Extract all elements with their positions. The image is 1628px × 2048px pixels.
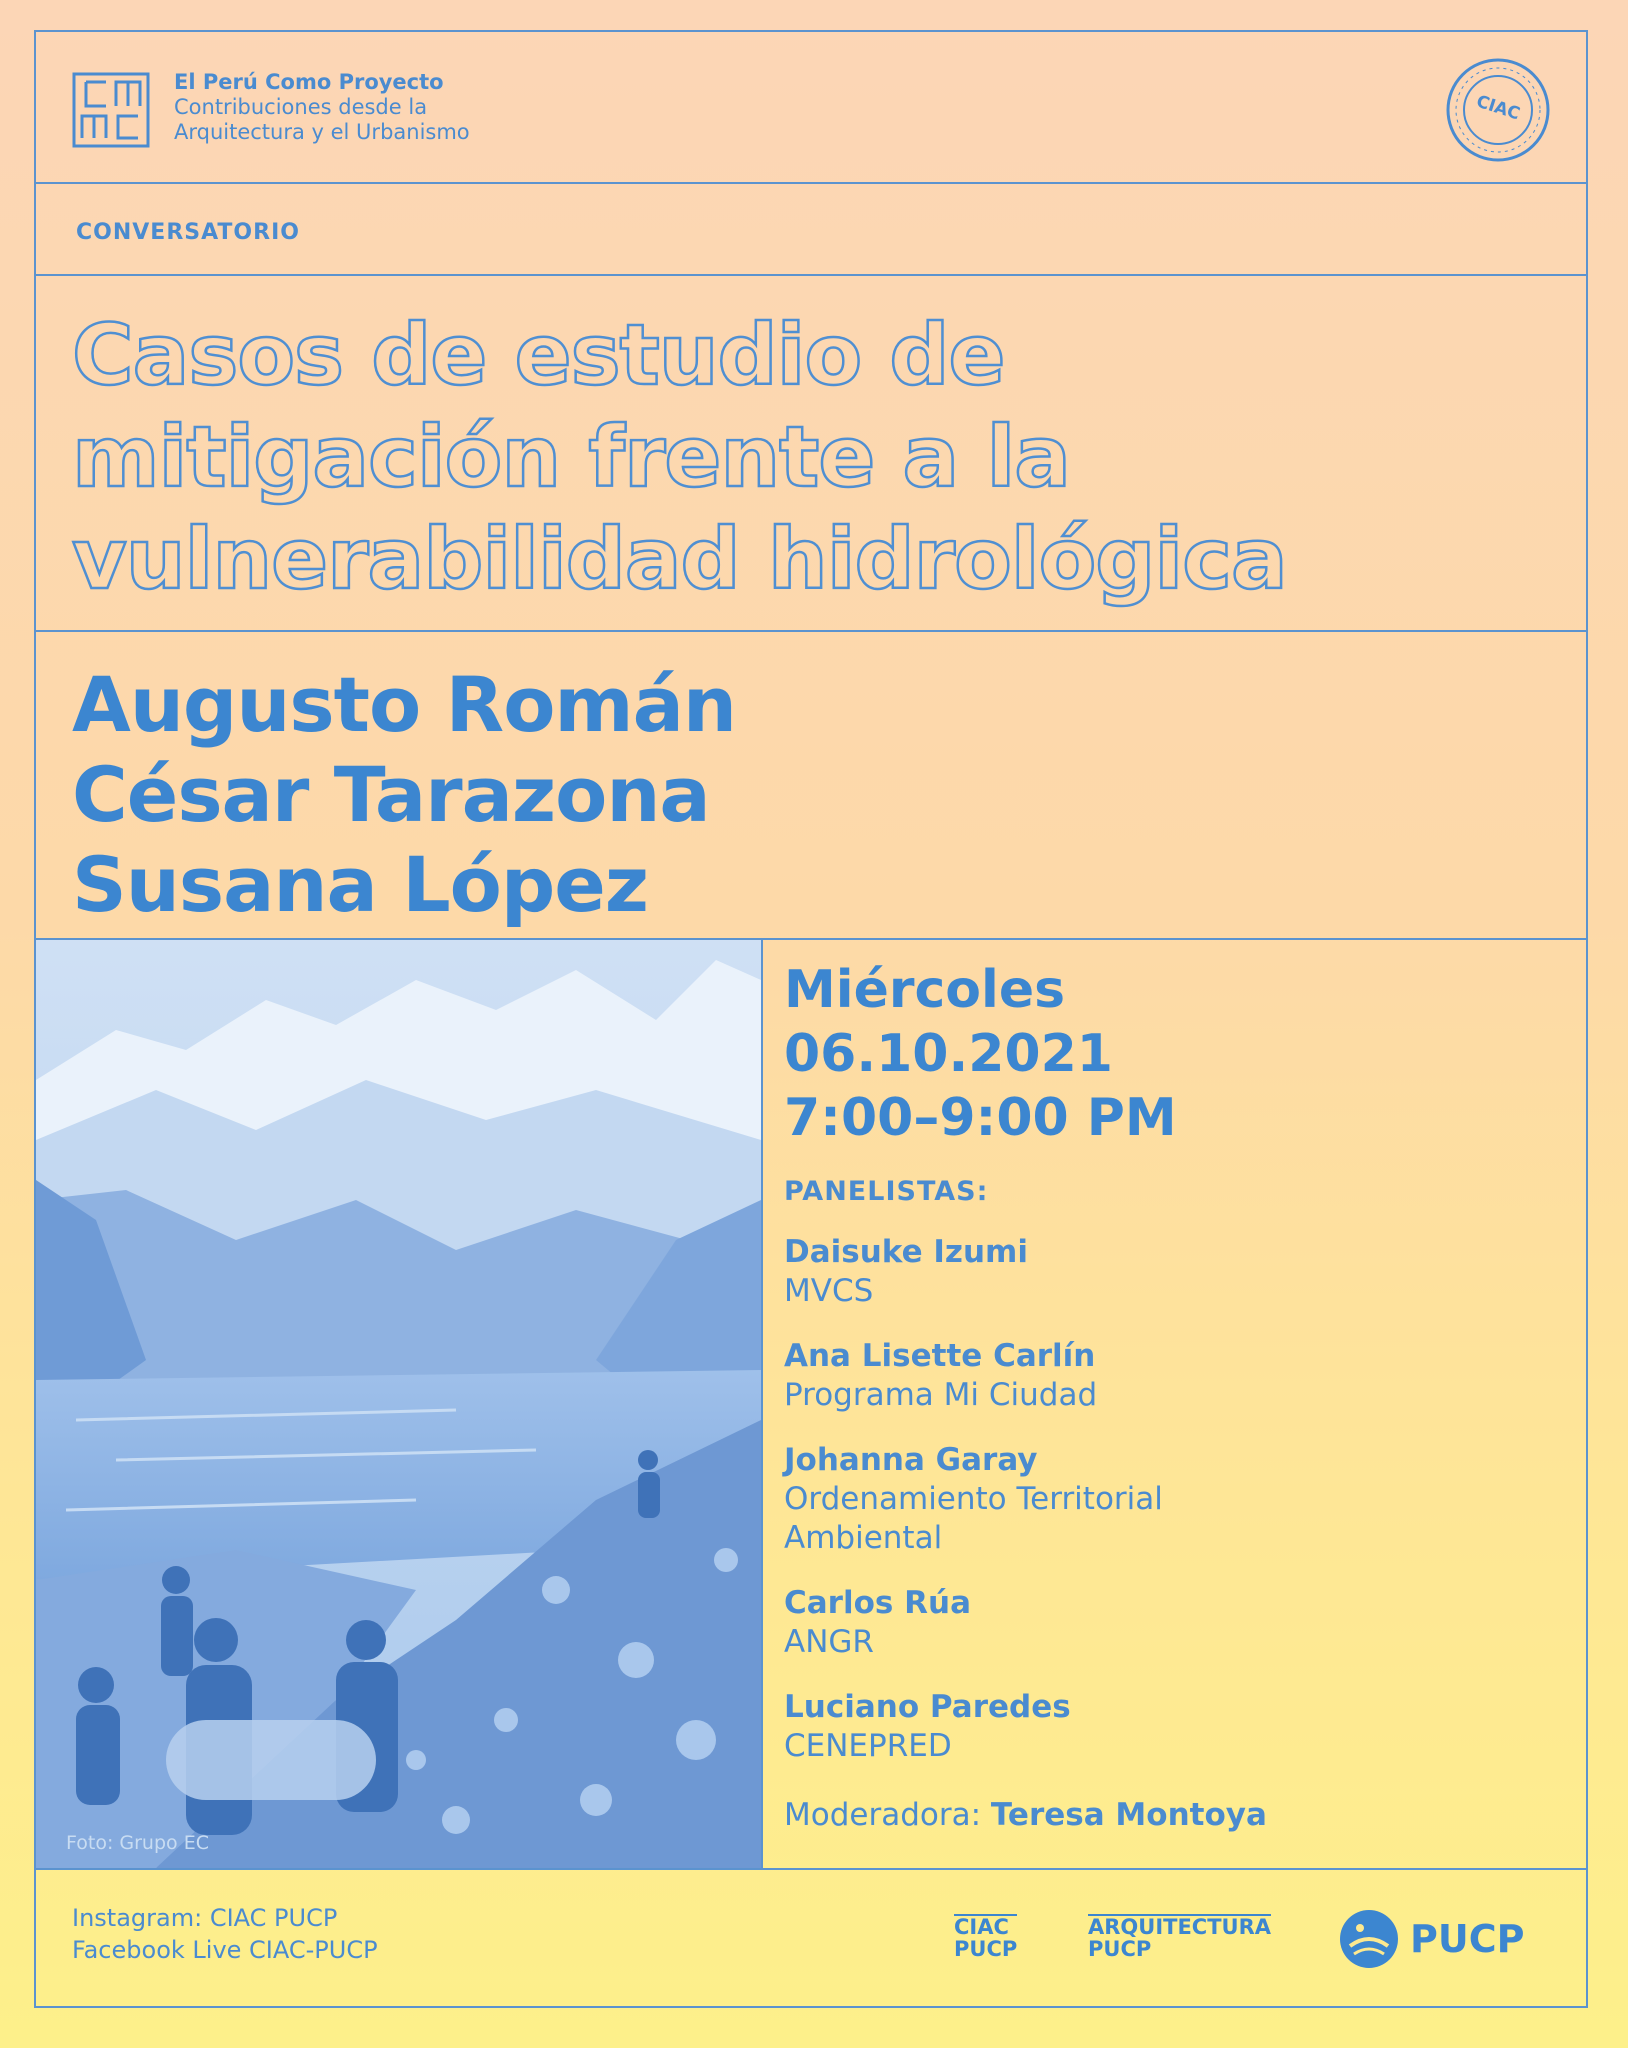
panelist-affiliation: Ambiental (784, 1520, 943, 1556)
pucp-wordmark: PUCP (1410, 1917, 1525, 1961)
panelist-affiliation: CENEPRED (784, 1728, 952, 1764)
speakers (72, 660, 736, 930)
panelist-name: Johanna Garay (784, 1442, 1038, 1478)
speaker-name: Susana López (72, 840, 649, 929)
event-date: 06.10.2021 (784, 1024, 1113, 1084)
moderator (784, 1796, 1524, 1835)
event-day: Miércoles (784, 960, 1066, 1020)
divider (36, 1868, 1586, 1870)
speaker-name: Augusto Román (72, 660, 736, 749)
ciac-seal-icon (1444, 56, 1552, 164)
event-title-line: Casos de estudio de (72, 306, 1005, 404)
divider (36, 182, 1586, 184)
panelist-affiliation: Programa Mi Ciudad (784, 1377, 1098, 1413)
series-subtitle-line: Contribuciones desde la (174, 95, 428, 119)
event-time: 7:00–9:00 PM (784, 1088, 1177, 1148)
social-links (72, 1902, 378, 1966)
arquitectura-pucp-logo (1088, 1914, 1271, 1960)
seal-label: CIAC (1473, 91, 1523, 125)
logo-text: CIAC (954, 1915, 1009, 1939)
panelist-name: Luciano Paredes (784, 1689, 1071, 1725)
logo-text: PUCP (1088, 1937, 1152, 1961)
moderator-label: Moderadora: (784, 1797, 982, 1833)
panelist (784, 1337, 1524, 1415)
panelist-name: Daisuke Izumi (784, 1234, 1028, 1270)
instagram-link[interactable]: Instagram: CIAC PUCP (72, 1904, 338, 1932)
divider (36, 274, 1586, 276)
photo-credit: Foto: Grupo EC (66, 1832, 209, 1854)
panelist-name: Ana Lisette Carlín (784, 1338, 1096, 1374)
panelist (784, 1584, 1524, 1662)
event-title-line: mitigación frente a la (72, 408, 1070, 506)
panelist-name: Carlos Rúa (784, 1585, 971, 1621)
panelists-heading: PANELISTAS: (784, 1176, 989, 1207)
event-type: CONVERSATORIO (76, 220, 300, 245)
panelist-affiliation: Ordenamiento Territorial (784, 1481, 1163, 1517)
panelist (784, 1441, 1524, 1558)
panelist (784, 1688, 1524, 1766)
event-title-line: vulnerabilidad hidrológica (72, 510, 1287, 608)
moderator-name: Teresa Montoya (990, 1797, 1267, 1833)
series-header (174, 70, 470, 145)
poster-frame (34, 30, 1588, 2008)
logo-text: PUCP (954, 1937, 1018, 1961)
series-title: El Perú Como Proyecto (174, 70, 444, 94)
divider (761, 938, 763, 1868)
divider (36, 630, 1586, 632)
logo-text: ARQUITECTURA (1088, 1915, 1272, 1939)
ciac-pucp-logo (954, 1914, 1017, 1960)
series-subtitle-line: Arquitectura y el Urbanismo (174, 120, 470, 144)
facebook-link[interactable]: Facebook Live CIAC-PUCP (72, 1936, 378, 1964)
event-title (72, 304, 1552, 610)
glacier-lake-photo (36, 940, 761, 1868)
cimc-logo-icon (72, 72, 150, 148)
pucp-emblem-icon (1338, 1908, 1400, 1970)
speaker-name: César Tarazona (72, 750, 710, 839)
panelist-affiliation: ANGR (784, 1624, 874, 1660)
event-details (784, 958, 1524, 1835)
pucp-logo (1338, 1908, 1524, 1970)
panelist (784, 1233, 1524, 1311)
panelist-affiliation: MVCS (784, 1273, 874, 1309)
